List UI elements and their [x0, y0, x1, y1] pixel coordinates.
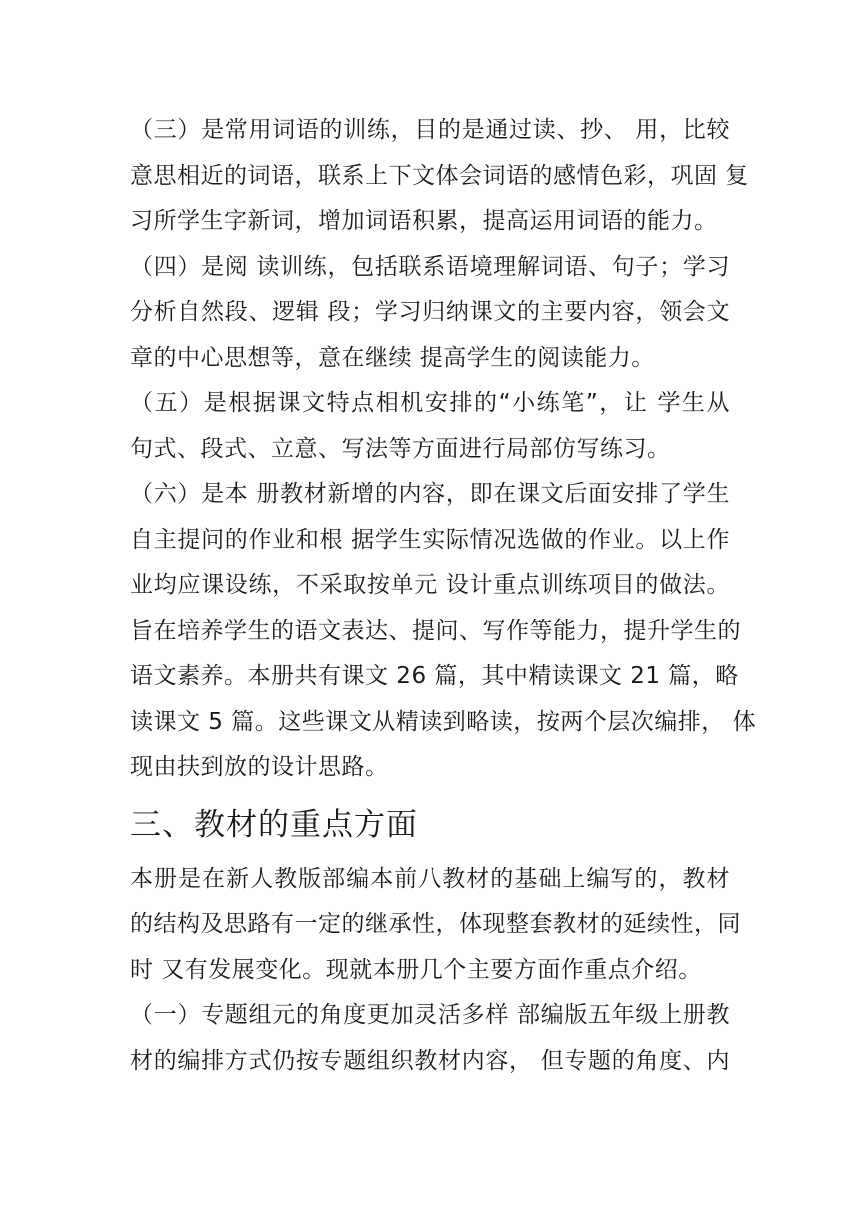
text-line: 语文素养。本册共有课文 26 篇，其中精读课文 21 篇，略: [130, 663, 739, 689]
paragraph-three: [130, 108, 749, 245]
text-line: 自主提问的作业和根 据学生实际情况选做的作业。以上作: [130, 526, 730, 553]
text-line: 时 又有发展变化。现就本册几个主要方面作重点介绍。: [130, 956, 702, 983]
section-heading: 三、教材的重点方面: [130, 806, 418, 843]
text-line: （四）是阅 读训练，包括联系语境理解词语、句子；学习: [130, 253, 730, 280]
document-page: [130, 108, 757, 1084]
paragraph-intro: [130, 857, 741, 994]
text-line: 本册是在新人教版部编本前八教材的基础上编写的，教材: [130, 865, 730, 892]
text-line: 材的编排方式仍按专题组织教材内容， 但专题的角度、内: [130, 1047, 730, 1074]
paragraph-four: [130, 245, 730, 382]
text-line: （三）是常用词语的训练，目的是通过读、抄、 用，比较: [130, 117, 730, 143]
text-line: 现由扶到放的设计思路。: [130, 754, 389, 780]
text-line: （一）专题组元的角度更加灵活多样 部编版五年级上册教: [130, 1002, 730, 1028]
text-line: 章的中心思想等，意在继续 提高学生的阅读能力。: [130, 344, 655, 371]
text-line: 读课文 5 篇。这些课文从精读到略读，按两个层次编排， 体: [130, 708, 757, 735]
text-line: 旨在培养学生的语文表达、提问、写作等能力，提升学生的: [130, 617, 741, 644]
text-line: 习所学生字新词，增加词语积累，提高运用词语的能力。: [130, 208, 718, 234]
text-line: 句式、段式、立意、写法等方面进行局部仿写练习。: [130, 435, 671, 462]
text-line: 业均应课设练，不采取按单元 设计重点训练项目的做法。: [130, 572, 730, 598]
text-line: 的结构及思路有一定的继承性，体现整套教材的延续性，同: [130, 911, 741, 937]
text-line: 意思相近的词语，联系上下文体会词语的感情色彩，巩固 复: [130, 162, 749, 189]
paragraph-six: [130, 472, 757, 791]
text-line: 分析自然段、逻辑 段；学习归纳课文的主要内容，领会文: [130, 299, 730, 325]
paragraph-point-one: [130, 993, 730, 1084]
paragraph-five: [130, 381, 730, 472]
text-line: （五）是根据课文特点相机安排的“小练笔”，让 学生从: [130, 390, 730, 416]
text-line: （六）是本 册教材新增的内容，即在课文后面安排了学生: [130, 481, 730, 507]
